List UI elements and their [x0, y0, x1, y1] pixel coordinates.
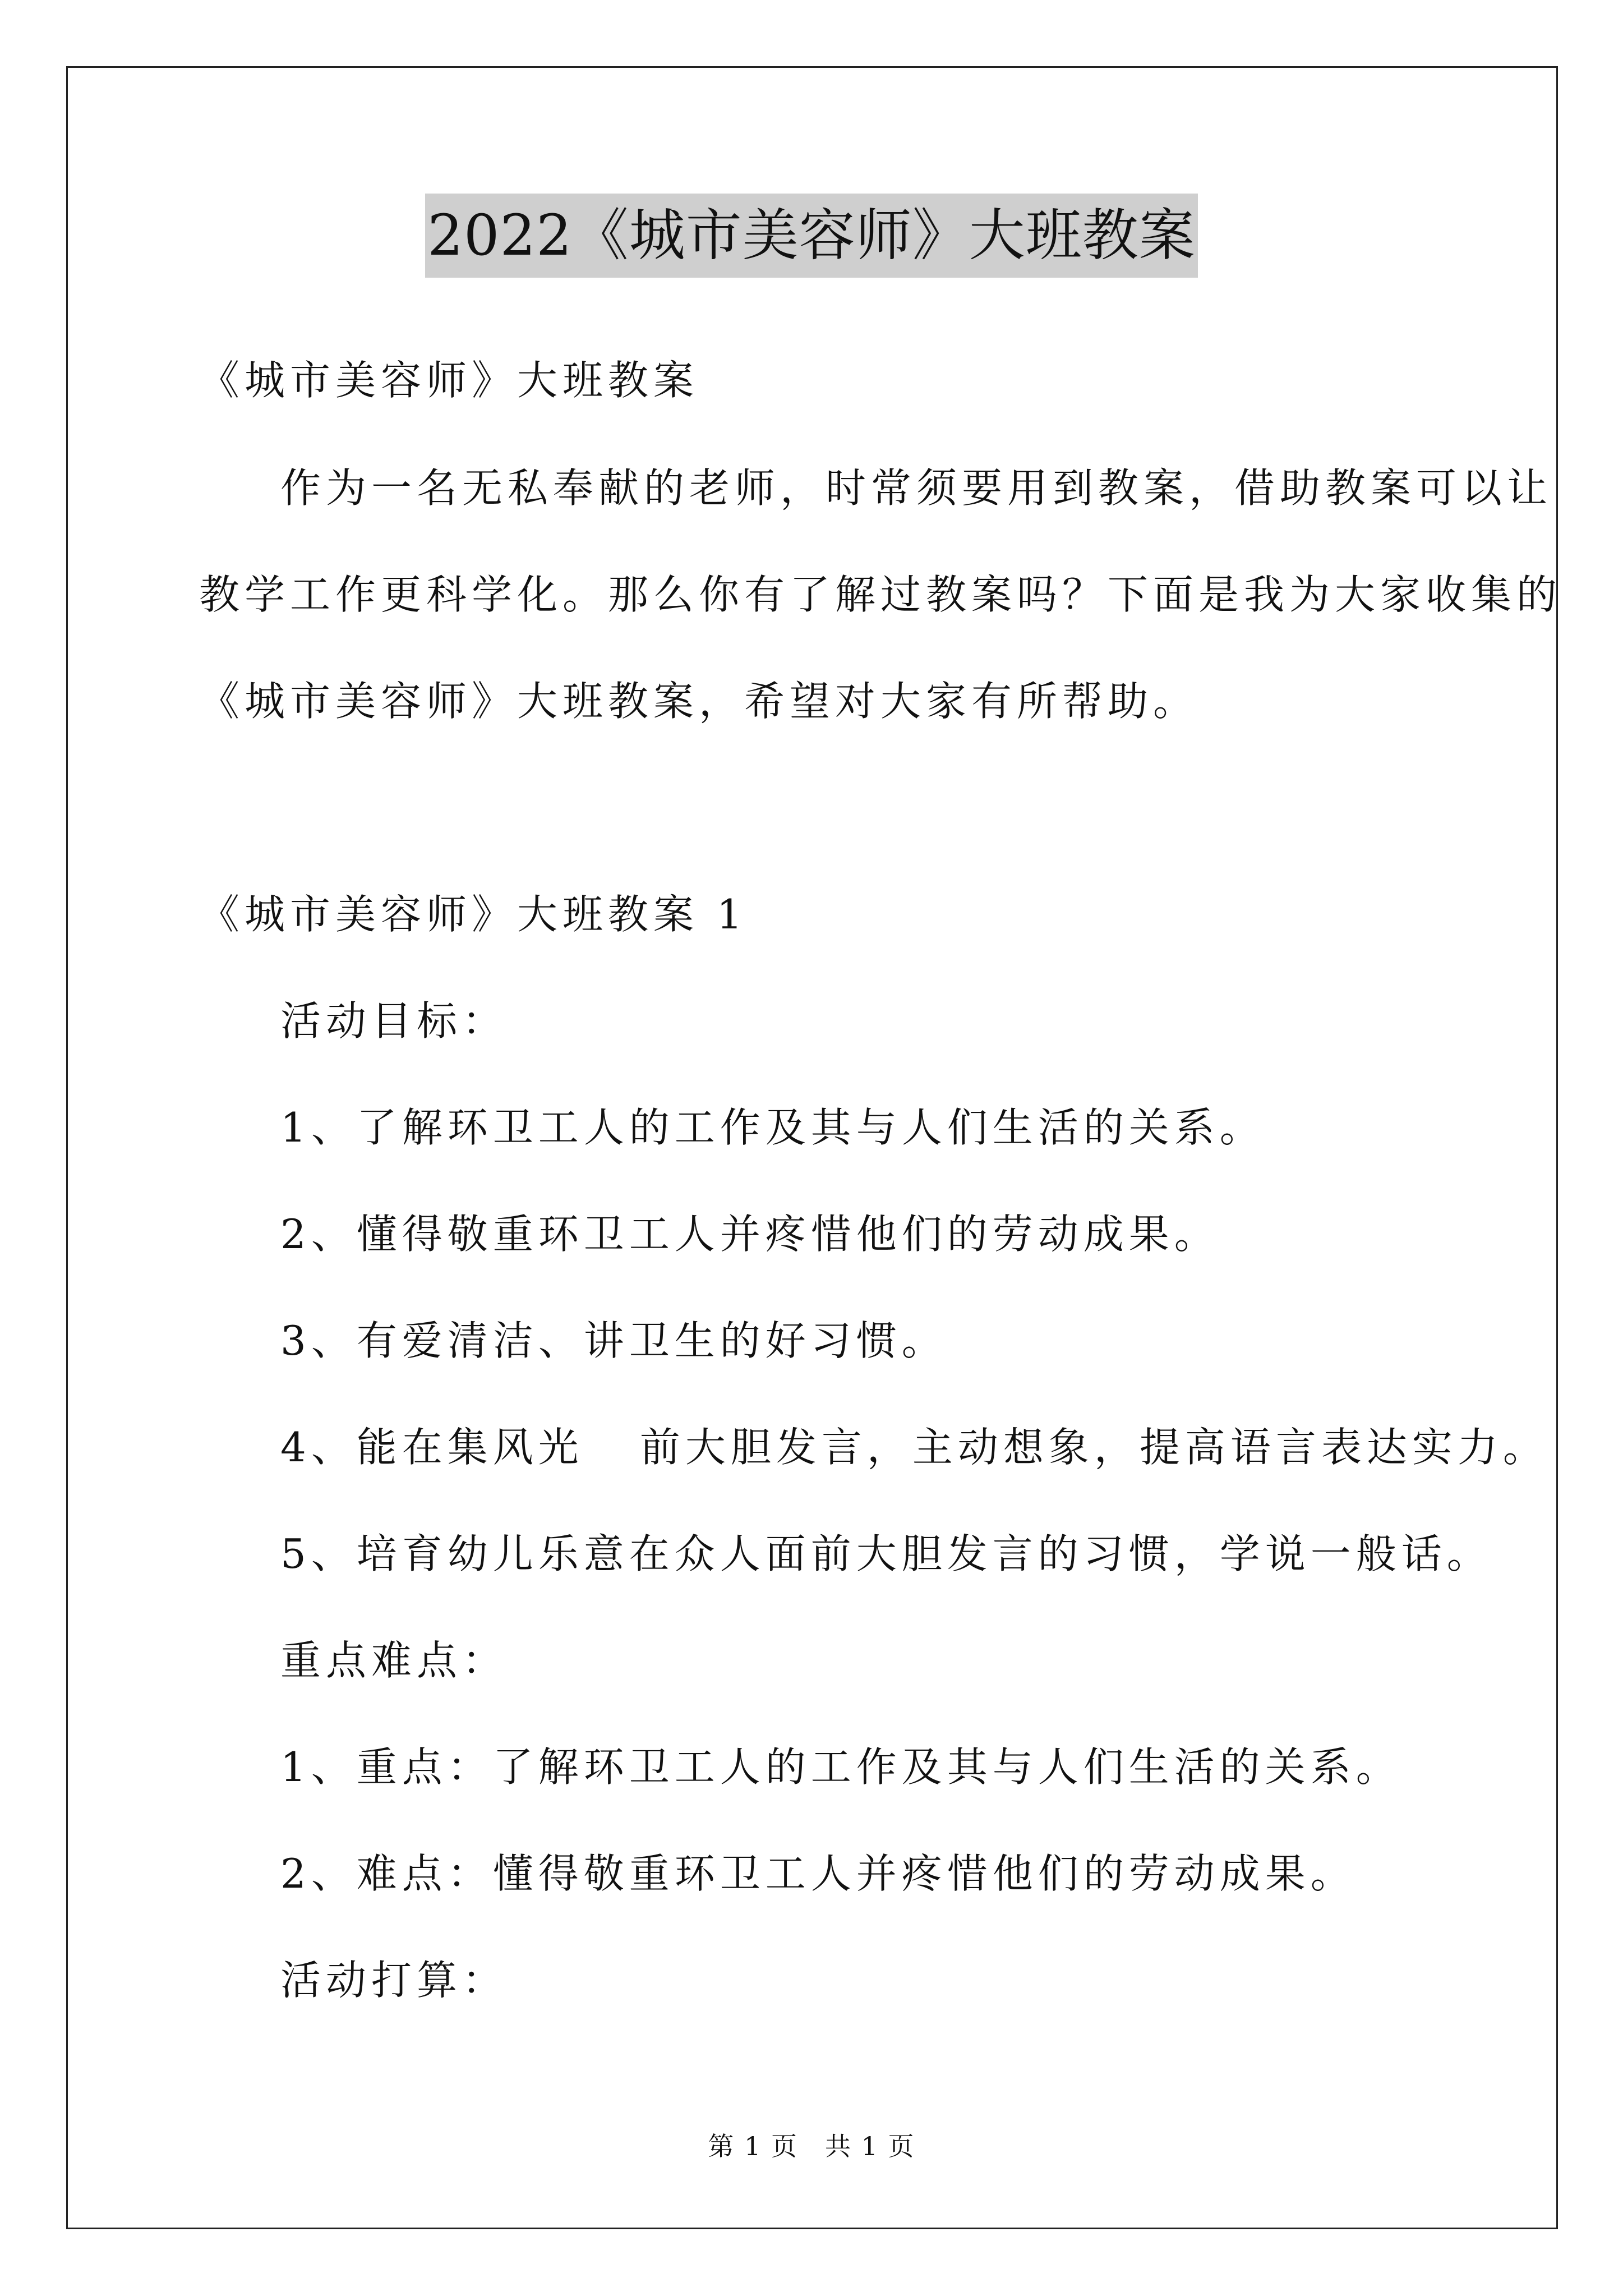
key-point-2: 2、难点：懂得敬重环卫工人并疼惜他们的劳动成果。	[280, 1850, 1356, 1897]
intro-line-3: 《城市美容师》大班教案，希望对大家有所帮助。	[199, 678, 1199, 725]
document-subtitle: 《城市美容师》大班教案	[199, 357, 699, 404]
goal-item-4-part-2: 前大胆发言，主动想象，提高语言表达实力。	[639, 1424, 1548, 1471]
goal-item-4-part-1: 4、能在集风光	[280, 1424, 584, 1471]
document-title: 2022《城市美容师》大班教案	[425, 194, 1198, 278]
preparation-heading: 活动打算：	[280, 1957, 508, 2004]
goal-item-5: 5、培育幼儿乐意在众人面前大胆发言的习惯，学说一般话。	[280, 1530, 1492, 1577]
section-title: 《城市美容师》大班教案 1	[199, 891, 748, 938]
goal-item-2: 2、懂得敬重环卫工人并疼惜他们的劳动成果。	[280, 1211, 1220, 1258]
key-points-heading: 重点难点：	[280, 1637, 508, 1684]
intro-line-1: 作为一名无私奉献的老师，时常须要用到教案，借助教案可以让	[280, 464, 1553, 512]
title-container	[0, 194, 1623, 278]
goal-item-1: 1、了解环卫工人的工作及其与人们生活的关系。	[280, 1104, 1265, 1151]
goals-heading: 活动目标：	[280, 997, 508, 1045]
key-point-1: 1、重点：了解环卫工人的工作及其与人们生活的关系。	[280, 1743, 1401, 1791]
intro-line-2: 教学工作更科学化。那么你有了解过教案吗？下面是我为大家收集的	[199, 571, 1562, 618]
goal-item-4	[280, 1419, 1548, 1475]
page-footer: 第 1 页 共 1 页	[708, 2131, 915, 2161]
goal-item-3: 3、有爱清洁、讲卫生的好习惯。	[280, 1317, 947, 1364]
